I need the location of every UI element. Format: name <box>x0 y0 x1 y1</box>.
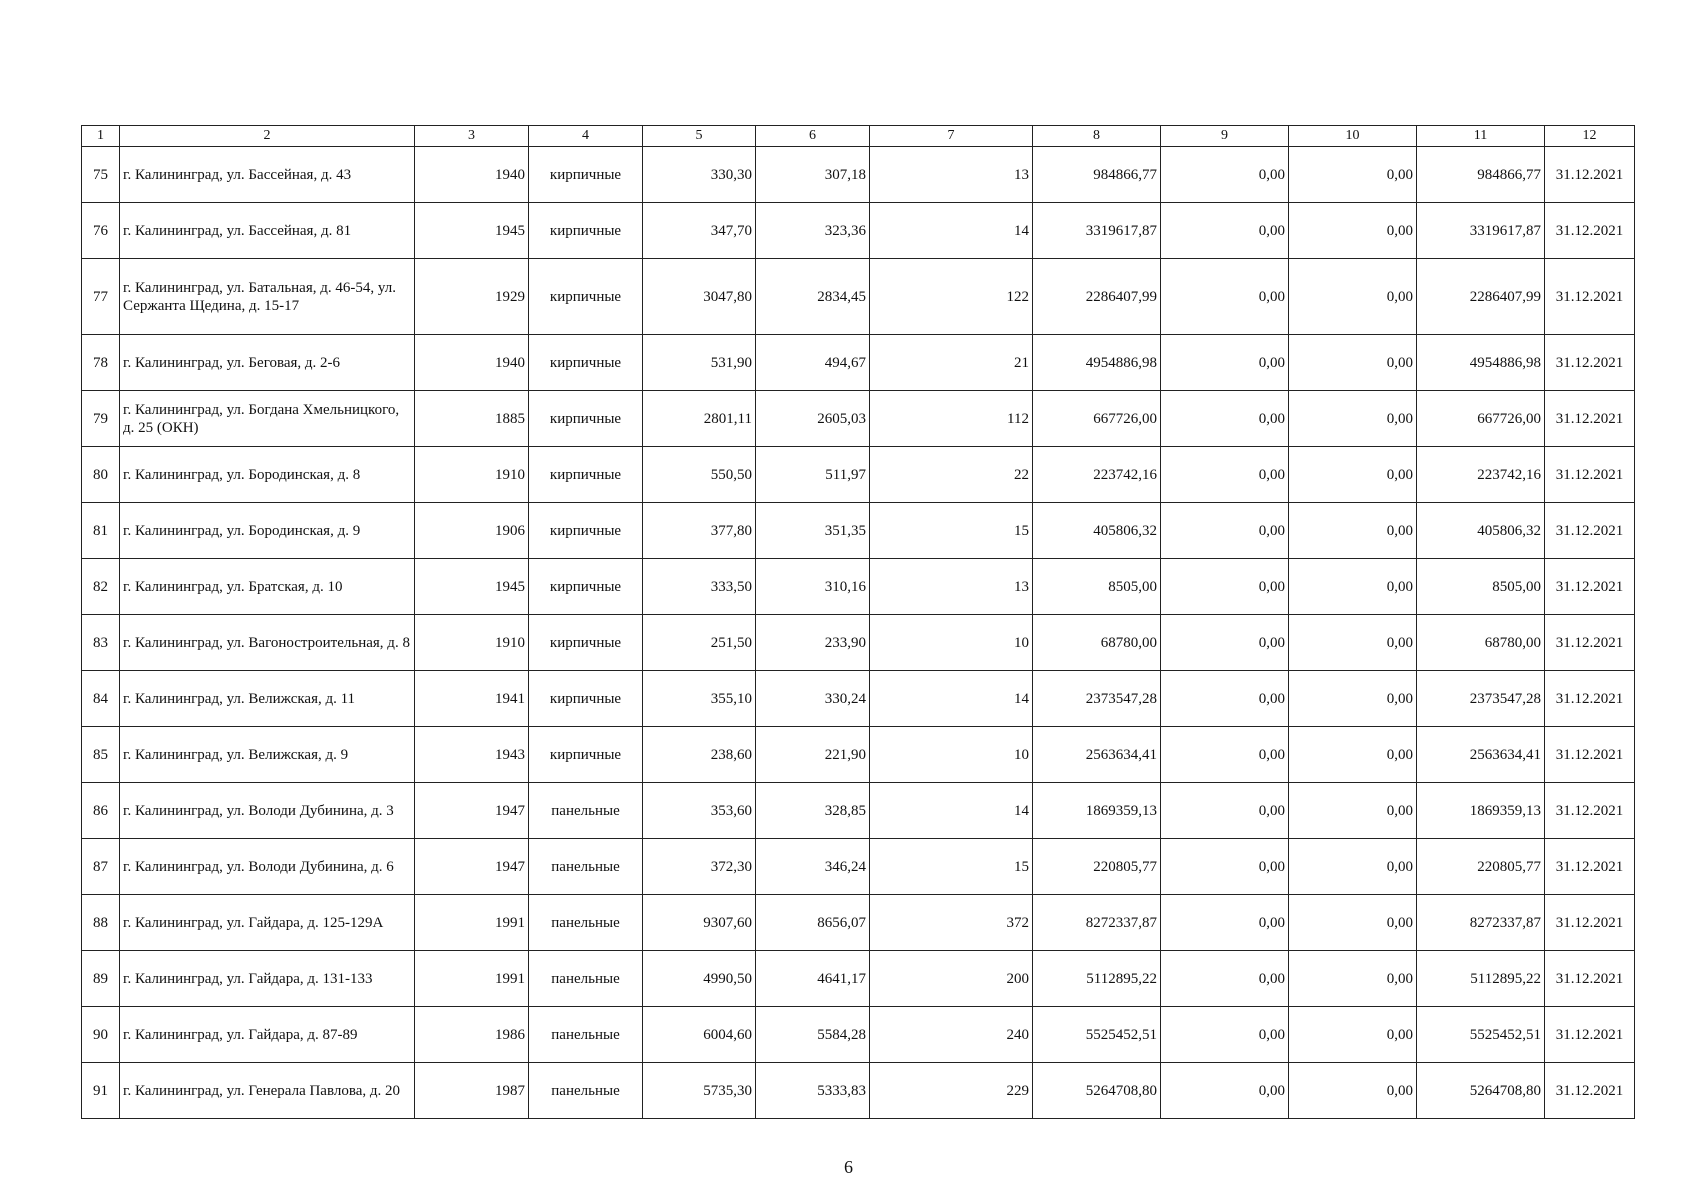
address-cell: г. Калининград, ул. Беговая, д. 2-6 <box>120 335 415 391</box>
address-cell: г. Калининград, ул. Бородинская, д. 8 <box>120 447 415 503</box>
year-cell: 1991 <box>415 951 529 1007</box>
amount-cell: 0,00 <box>1289 503 1417 559</box>
amount-cell: 0,00 <box>1161 203 1289 259</box>
date-cell: 31.12.2021 <box>1545 259 1635 335</box>
date-cell: 31.12.2021 <box>1545 727 1635 783</box>
row-number: 85 <box>82 727 120 783</box>
year-cell: 1947 <box>415 839 529 895</box>
amount-cell: 0,00 <box>1289 727 1417 783</box>
amount-cell: 0,00 <box>1289 203 1417 259</box>
residents-cell: 13 <box>870 559 1033 615</box>
year-cell: 1940 <box>415 147 529 203</box>
total-area-cell: 251,50 <box>643 615 756 671</box>
date-cell: 31.12.2021 <box>1545 391 1635 447</box>
table-row <box>82 447 1635 503</box>
amount-cell: 0,00 <box>1161 783 1289 839</box>
amount-cell: 0,00 <box>1161 335 1289 391</box>
living-area-cell: 330,24 <box>756 671 870 727</box>
living-area-cell: 351,35 <box>756 503 870 559</box>
table-row <box>82 559 1635 615</box>
table-row <box>82 895 1635 951</box>
total-amount-cell: 984866,77 <box>1417 147 1545 203</box>
amount-cell: 1869359,13 <box>1033 783 1161 839</box>
living-area-cell: 307,18 <box>756 147 870 203</box>
address-cell: г. Калининград, ул. Батальная, д. 46-54, ул. Сержанта Щедина, д. 15-17 <box>120 259 415 335</box>
address-cell: г. Калининград, ул. Гайдара, д. 125-129А <box>120 895 415 951</box>
amount-cell: 68780,00 <box>1033 615 1161 671</box>
amount-cell: 0,00 <box>1161 447 1289 503</box>
amount-cell: 0,00 <box>1161 147 1289 203</box>
table-row <box>82 147 1635 203</box>
amount-cell: 220805,77 <box>1033 839 1161 895</box>
date-cell: 31.12.2021 <box>1545 559 1635 615</box>
total-amount-cell: 68780,00 <box>1417 615 1545 671</box>
total-amount-cell: 4954886,98 <box>1417 335 1545 391</box>
wall-material-cell: кирпичные <box>529 559 643 615</box>
row-number: 75 <box>82 147 120 203</box>
amount-cell: 5112895,22 <box>1033 951 1161 1007</box>
column-number: 1 <box>82 126 120 147</box>
amount-cell: 223742,16 <box>1033 447 1161 503</box>
amount-cell: 0,00 <box>1289 839 1417 895</box>
total-amount-cell: 1869359,13 <box>1417 783 1545 839</box>
date-cell: 31.12.2021 <box>1545 895 1635 951</box>
total-area-cell: 377,80 <box>643 503 756 559</box>
amount-cell: 8272337,87 <box>1033 895 1161 951</box>
living-area-cell: 5584,28 <box>756 1007 870 1063</box>
amount-cell: 2563634,41 <box>1033 727 1161 783</box>
table-row <box>82 203 1635 259</box>
table-row <box>82 615 1635 671</box>
column-number: 5 <box>643 126 756 147</box>
year-cell: 1941 <box>415 671 529 727</box>
date-cell: 31.12.2021 <box>1545 1007 1635 1063</box>
column-number: 6 <box>756 126 870 147</box>
column-number: 3 <box>415 126 529 147</box>
column-number: 4 <box>529 126 643 147</box>
date-cell: 31.12.2021 <box>1545 1063 1635 1119</box>
total-amount-cell: 8505,00 <box>1417 559 1545 615</box>
date-cell: 31.12.2021 <box>1545 503 1635 559</box>
living-area-cell: 328,85 <box>756 783 870 839</box>
table-row <box>82 783 1635 839</box>
amount-cell: 0,00 <box>1289 259 1417 335</box>
table-row <box>82 839 1635 895</box>
amount-cell: 0,00 <box>1289 559 1417 615</box>
amount-cell: 0,00 <box>1289 391 1417 447</box>
amount-cell: 0,00 <box>1289 951 1417 1007</box>
wall-material-cell: кирпичные <box>529 335 643 391</box>
amount-cell: 0,00 <box>1289 895 1417 951</box>
total-area-cell: 550,50 <box>643 447 756 503</box>
address-cell: г. Калининград, ул. Вагоностроительная, д. 8 <box>120 615 415 671</box>
living-area-cell: 5333,83 <box>756 1063 870 1119</box>
table-row <box>82 951 1635 1007</box>
amount-cell: 5264708,80 <box>1033 1063 1161 1119</box>
address-cell: г. Калининград, ул. Бассейная, д. 81 <box>120 203 415 259</box>
wall-material-cell: кирпичные <box>529 503 643 559</box>
address-cell: г. Калининград, ул. Братская, д. 10 <box>120 559 415 615</box>
date-cell: 31.12.2021 <box>1545 615 1635 671</box>
amount-cell: 0,00 <box>1289 447 1417 503</box>
amount-cell: 0,00 <box>1161 1063 1289 1119</box>
wall-material-cell: кирпичные <box>529 615 643 671</box>
amount-cell: 0,00 <box>1289 335 1417 391</box>
residents-cell: 229 <box>870 1063 1033 1119</box>
living-area-cell: 511,97 <box>756 447 870 503</box>
row-number: 89 <box>82 951 120 1007</box>
amount-cell: 0,00 <box>1161 615 1289 671</box>
residents-cell: 10 <box>870 615 1033 671</box>
amount-cell: 0,00 <box>1161 391 1289 447</box>
residents-cell: 15 <box>870 503 1033 559</box>
total-area-cell: 4990,50 <box>643 951 756 1007</box>
amount-cell: 2286407,99 <box>1033 259 1161 335</box>
amount-cell: 4954886,98 <box>1033 335 1161 391</box>
housing-table <box>81 125 1635 1119</box>
total-amount-cell: 220805,77 <box>1417 839 1545 895</box>
amount-cell: 984866,77 <box>1033 147 1161 203</box>
year-cell: 1986 <box>415 1007 529 1063</box>
amount-cell: 3319617,87 <box>1033 203 1161 259</box>
address-cell: г. Калининград, ул. Велижская, д. 11 <box>120 671 415 727</box>
wall-material-cell: кирпичные <box>529 147 643 203</box>
wall-material-cell: кирпичные <box>529 203 643 259</box>
total-amount-cell: 3319617,87 <box>1417 203 1545 259</box>
total-amount-cell: 8272337,87 <box>1417 895 1545 951</box>
year-cell: 1987 <box>415 1063 529 1119</box>
row-number: 78 <box>82 335 120 391</box>
row-number: 87 <box>82 839 120 895</box>
total-amount-cell: 5264708,80 <box>1417 1063 1545 1119</box>
table-row <box>82 391 1635 447</box>
living-area-cell: 4641,17 <box>756 951 870 1007</box>
amount-cell: 0,00 <box>1161 503 1289 559</box>
total-area-cell: 238,60 <box>643 727 756 783</box>
amount-cell: 0,00 <box>1161 671 1289 727</box>
amount-cell: 2373547,28 <box>1033 671 1161 727</box>
address-cell: г. Калининград, ул. Гайдара, д. 87-89 <box>120 1007 415 1063</box>
residents-cell: 200 <box>870 951 1033 1007</box>
address-cell: г. Калининград, ул. Володи Дубинина, д. 3 <box>120 783 415 839</box>
total-area-cell: 5735,30 <box>643 1063 756 1119</box>
year-cell: 1991 <box>415 895 529 951</box>
total-area-cell: 333,50 <box>643 559 756 615</box>
total-area-cell: 531,90 <box>643 335 756 391</box>
wall-material-cell: кирпичные <box>529 259 643 335</box>
amount-cell: 0,00 <box>1289 1063 1417 1119</box>
year-cell: 1947 <box>415 783 529 839</box>
living-area-cell: 8656,07 <box>756 895 870 951</box>
living-area-cell: 2605,03 <box>756 391 870 447</box>
amount-cell: 0,00 <box>1289 1007 1417 1063</box>
living-area-cell: 2834,45 <box>756 259 870 335</box>
amount-cell: 0,00 <box>1289 615 1417 671</box>
total-amount-cell: 2373547,28 <box>1417 671 1545 727</box>
total-area-cell: 372,30 <box>643 839 756 895</box>
wall-material-cell: панельные <box>529 839 643 895</box>
column-number: 8 <box>1033 126 1161 147</box>
column-number: 12 <box>1545 126 1635 147</box>
date-cell: 31.12.2021 <box>1545 783 1635 839</box>
row-number: 83 <box>82 615 120 671</box>
address-cell: г. Калининград, ул. Володи Дубинина, д. 6 <box>120 839 415 895</box>
living-area-cell: 233,90 <box>756 615 870 671</box>
wall-material-cell: кирпичные <box>529 447 643 503</box>
date-cell: 31.12.2021 <box>1545 839 1635 895</box>
total-amount-cell: 405806,32 <box>1417 503 1545 559</box>
address-cell: г. Калининград, ул. Гайдара, д. 131-133 <box>120 951 415 1007</box>
wall-material-cell: панельные <box>529 1063 643 1119</box>
table-row <box>82 727 1635 783</box>
amount-cell: 0,00 <box>1289 147 1417 203</box>
residents-cell: 14 <box>870 671 1033 727</box>
page-number: 6 <box>844 1157 853 1177</box>
address-cell: г. Калининград, ул. Бородинская, д. 9 <box>120 503 415 559</box>
year-cell: 1906 <box>415 503 529 559</box>
address-cell: г. Калининград, ул. Бассейная, д. 43 <box>120 147 415 203</box>
amount-cell: 5525452,51 <box>1033 1007 1161 1063</box>
total-area-cell: 355,10 <box>643 671 756 727</box>
total-amount-cell: 5525452,51 <box>1417 1007 1545 1063</box>
date-cell: 31.12.2021 <box>1545 447 1635 503</box>
residents-cell: 372 <box>870 895 1033 951</box>
wall-material-cell: панельные <box>529 895 643 951</box>
row-number: 91 <box>82 1063 120 1119</box>
residents-cell: 13 <box>870 147 1033 203</box>
year-cell: 1945 <box>415 559 529 615</box>
address-cell: г. Калининград, ул. Генерала Павлова, д. 20 <box>120 1063 415 1119</box>
year-cell: 1910 <box>415 615 529 671</box>
total-area-cell: 9307,60 <box>643 895 756 951</box>
row-number: 84 <box>82 671 120 727</box>
total-area-cell: 2801,11 <box>643 391 756 447</box>
living-area-cell: 346,24 <box>756 839 870 895</box>
wall-material-cell: панельные <box>529 1007 643 1063</box>
residents-cell: 21 <box>870 335 1033 391</box>
table-row <box>82 335 1635 391</box>
total-amount-cell: 2563634,41 <box>1417 727 1545 783</box>
table-row <box>82 503 1635 559</box>
wall-material-cell: кирпичные <box>529 727 643 783</box>
amount-cell: 0,00 <box>1161 259 1289 335</box>
total-area-cell: 6004,60 <box>643 1007 756 1063</box>
date-cell: 31.12.2021 <box>1545 335 1635 391</box>
residents-cell: 240 <box>870 1007 1033 1063</box>
table-row <box>82 259 1635 335</box>
column-number: 11 <box>1417 126 1545 147</box>
table-row <box>82 671 1635 727</box>
amount-cell: 0,00 <box>1161 727 1289 783</box>
address-cell: г. Калининград, ул. Велижская, д. 9 <box>120 727 415 783</box>
living-area-cell: 494,67 <box>756 335 870 391</box>
row-number: 90 <box>82 1007 120 1063</box>
amount-cell: 405806,32 <box>1033 503 1161 559</box>
row-number: 76 <box>82 203 120 259</box>
amount-cell: 0,00 <box>1289 783 1417 839</box>
total-area-cell: 353,60 <box>643 783 756 839</box>
wall-material-cell: панельные <box>529 783 643 839</box>
row-number: 82 <box>82 559 120 615</box>
amount-cell: 0,00 <box>1161 951 1289 1007</box>
amount-cell: 8505,00 <box>1033 559 1161 615</box>
date-cell: 31.12.2021 <box>1545 203 1635 259</box>
year-cell: 1910 <box>415 447 529 503</box>
year-cell: 1929 <box>415 259 529 335</box>
total-amount-cell: 5112895,22 <box>1417 951 1545 1007</box>
residents-cell: 22 <box>870 447 1033 503</box>
wall-material-cell: панельные <box>529 951 643 1007</box>
amount-cell: 0,00 <box>1161 895 1289 951</box>
total-amount-cell: 667726,00 <box>1417 391 1545 447</box>
column-number: 10 <box>1289 126 1417 147</box>
column-number-row <box>82 126 1635 147</box>
date-cell: 31.12.2021 <box>1545 147 1635 203</box>
residents-cell: 10 <box>870 727 1033 783</box>
address-cell: г. Калининград, ул. Богдана Хмельницкого, д. 25 (ОКН) <box>120 391 415 447</box>
amount-cell: 667726,00 <box>1033 391 1161 447</box>
residents-cell: 14 <box>870 203 1033 259</box>
row-number: 80 <box>82 447 120 503</box>
column-number: 2 <box>120 126 415 147</box>
amount-cell: 0,00 <box>1161 1007 1289 1063</box>
table-row <box>82 1007 1635 1063</box>
date-cell: 31.12.2021 <box>1545 951 1635 1007</box>
total-area-cell: 3047,80 <box>643 259 756 335</box>
row-number: 81 <box>82 503 120 559</box>
date-cell: 31.12.2021 <box>1545 671 1635 727</box>
residents-cell: 14 <box>870 783 1033 839</box>
column-number: 9 <box>1161 126 1289 147</box>
amount-cell: 0,00 <box>1289 671 1417 727</box>
wall-material-cell: кирпичные <box>529 391 643 447</box>
living-area-cell: 221,90 <box>756 727 870 783</box>
residents-cell: 15 <box>870 839 1033 895</box>
residents-cell: 122 <box>870 259 1033 335</box>
amount-cell: 0,00 <box>1161 559 1289 615</box>
year-cell: 1940 <box>415 335 529 391</box>
year-cell: 1943 <box>415 727 529 783</box>
residents-cell: 112 <box>870 391 1033 447</box>
row-number: 88 <box>82 895 120 951</box>
amount-cell: 0,00 <box>1161 839 1289 895</box>
year-cell: 1945 <box>415 203 529 259</box>
column-number: 7 <box>870 126 1033 147</box>
living-area-cell: 323,36 <box>756 203 870 259</box>
row-number: 77 <box>82 259 120 335</box>
year-cell: 1885 <box>415 391 529 447</box>
row-number: 79 <box>82 391 120 447</box>
living-area-cell: 310,16 <box>756 559 870 615</box>
total-area-cell: 347,70 <box>643 203 756 259</box>
total-amount-cell: 223742,16 <box>1417 447 1545 503</box>
table-row <box>82 1063 1635 1119</box>
total-amount-cell: 2286407,99 <box>1417 259 1545 335</box>
wall-material-cell: кирпичные <box>529 671 643 727</box>
row-number: 86 <box>82 783 120 839</box>
total-area-cell: 330,30 <box>643 147 756 203</box>
